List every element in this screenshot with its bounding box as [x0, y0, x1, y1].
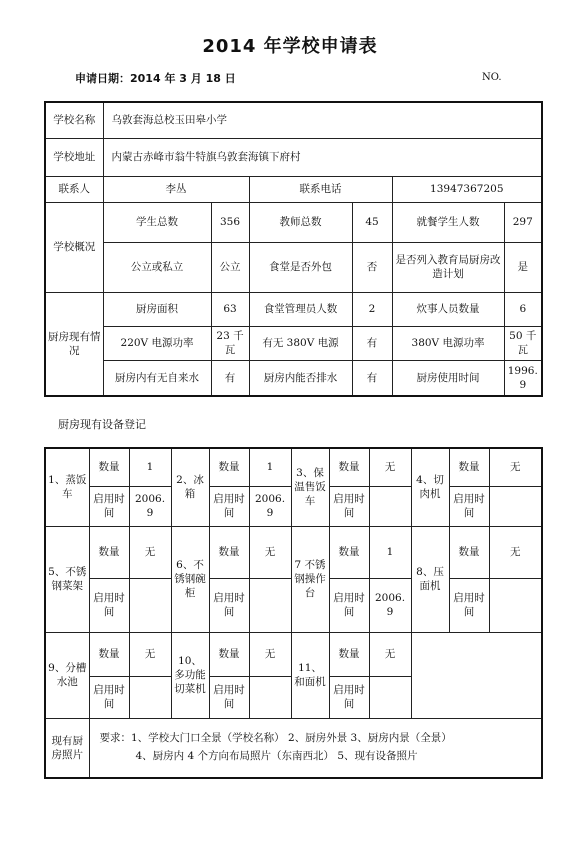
empty-cell [411, 632, 542, 718]
drain-label: 厨房内能否排水 [249, 360, 352, 396]
equipment-time [249, 676, 291, 718]
phone-label: 联系电话 [249, 176, 392, 202]
time-label: 启用时间 [89, 676, 129, 718]
time-label: 启用时间 [89, 486, 129, 526]
equipment-time: 2006. 9 [249, 486, 291, 526]
renovation-value: 是 [504, 242, 542, 292]
equipment-section-label: 厨房现有设备登记 [58, 418, 146, 431]
qty-label: 数量 [89, 526, 129, 578]
equipment-qty: 无 [249, 632, 291, 676]
time-label: 启用时间 [329, 486, 369, 526]
time-label: 启用时间 [449, 578, 489, 632]
equipment-item-name: 3、保温售饭车 [291, 448, 329, 526]
photos-requirements [89, 718, 542, 778]
equipment-item-name: 7 不锈钢操作台 [291, 526, 329, 632]
equipment-time [129, 578, 171, 632]
equipment-item-name: 10、多功能切菜机 [171, 632, 209, 718]
drain-value: 有 [352, 360, 392, 396]
form-number-label: NO. [482, 72, 502, 83]
equipment-qty: 无 [489, 526, 542, 578]
qty-label: 数量 [329, 632, 369, 676]
qty-label: 数量 [329, 448, 369, 486]
school-address: 内蒙古赤峰市翁牛特旗乌敦套海镇下府村 [103, 138, 542, 176]
equipment-qty: 无 [369, 632, 411, 676]
dining-value: 297 [504, 202, 542, 242]
time-label: 启用时间 [209, 676, 249, 718]
renovation-label: 是否列入教育局厨房改造计划 [392, 242, 504, 292]
equipment-time [489, 486, 542, 526]
qty-label: 数量 [209, 448, 249, 486]
time-label: 启用时间 [89, 578, 129, 632]
kitchen-area-label: 厨房面积 [103, 292, 211, 326]
public-value: 公立 [211, 242, 249, 292]
v220-value: 23 千瓦 [211, 326, 249, 360]
teachers-value: 45 [352, 202, 392, 242]
time-label: 启用时间 [209, 578, 249, 632]
time-label: 启用时间 [329, 676, 369, 718]
teachers-label: 教师总数 [249, 202, 352, 242]
v220-label: 220V 电源功率 [103, 326, 211, 360]
outsourced-value: 否 [352, 242, 392, 292]
qty-label: 数量 [449, 448, 489, 486]
photos-requirement-line-1: 要求：1、学校大门口全景（学校名称） 2、厨房外景 3、厨房内景（全景） [99, 731, 452, 744]
managers-value: 2 [352, 292, 392, 326]
time-label: 启用时间 [329, 578, 369, 632]
equipment-table [44, 447, 543, 779]
equipment-time [369, 676, 411, 718]
equipment-item-name: 6、不锈钢碗柜 [171, 526, 209, 632]
outsourced-label: 食堂是否外包 [249, 242, 352, 292]
dining-label: 就餐学生人数 [392, 202, 504, 242]
equipment-qty: 1 [369, 526, 411, 578]
equipment-item-name: 8、压面机 [411, 526, 449, 632]
school-name: 乌敦套海总校玉田皋小学 [103, 102, 542, 138]
equipment-item-name: 1、蒸饭车 [45, 448, 89, 526]
kitchen-area-value: 63 [211, 292, 249, 326]
v380-label: 380V 电源功率 [392, 326, 504, 360]
photos-requirement-line-2: 4、厨房内 4 个方向布局照片（东南西北） 5、现有设备照片 [135, 749, 418, 762]
v380-has-value: 有 [352, 326, 392, 360]
equipment-item-name: 11、和面机 [291, 632, 329, 718]
v380-has-label: 有无 380V 电源 [249, 326, 352, 360]
equipment-item-name: 4、切肉机 [411, 448, 449, 526]
equipment-qty: 1 [129, 448, 171, 486]
equipment-qty: 无 [489, 448, 542, 486]
school-info-table [44, 101, 543, 397]
equipment-item-name: 5、不锈钢菜架 [45, 526, 89, 632]
photos-label: 现有厨房照片 [45, 718, 89, 778]
overview-label: 学校概况 [45, 202, 103, 292]
usage-value: 1996. 9 [504, 360, 542, 396]
equipment-qty: 无 [129, 526, 171, 578]
students-label: 学生总数 [103, 202, 211, 242]
equipment-qty: 无 [369, 448, 411, 486]
equipment-qty: 1 [249, 448, 291, 486]
equipment-time: 2006. 9 [129, 486, 171, 526]
qty-label: 数量 [329, 526, 369, 578]
usage-label: 厨房使用时间 [392, 360, 504, 396]
phone-value: 13947367205 [392, 176, 542, 202]
qty-label: 数量 [89, 632, 129, 676]
equipment-item-name: 9、分槽水池 [45, 632, 89, 718]
students-value: 356 [211, 202, 249, 242]
cooks-label: 炊事人员数量 [392, 292, 504, 326]
kitchen-status-label: 厨房现有情况 [45, 292, 103, 396]
water-value: 有 [211, 360, 249, 396]
time-label: 启用时间 [209, 486, 249, 526]
equipment-time [129, 676, 171, 718]
school-name-label: 学校名称 [45, 102, 103, 138]
time-label: 启用时间 [449, 486, 489, 526]
equipment-time [489, 578, 542, 632]
equipment-qty: 无 [249, 526, 291, 578]
managers-label: 食堂管理员人数 [249, 292, 352, 326]
equipment-item-name: 2、冰箱 [171, 448, 209, 526]
water-label: 厨房内有无自来水 [103, 360, 211, 396]
public-label: 公立或私立 [103, 242, 211, 292]
qty-label: 数量 [89, 448, 129, 486]
qty-label: 数量 [449, 526, 489, 578]
qty-label: 数量 [209, 632, 249, 676]
equipment-time [369, 486, 411, 526]
qty-label: 数量 [209, 526, 249, 578]
contact-value: 李丛 [103, 176, 249, 202]
equipment-time [249, 578, 291, 632]
contact-label: 联系人 [45, 176, 103, 202]
equipment-time: 2006. 9 [369, 578, 411, 632]
school-address-label: 学校地址 [45, 138, 103, 176]
equipment-qty: 无 [129, 632, 171, 676]
form-title: 2014 年学校申请表 [202, 36, 378, 57]
cooks-value: 6 [504, 292, 542, 326]
apply-date: 申请日期：2014 年 3 月 18 日 [75, 72, 236, 85]
v380-value: 50 千瓦 [504, 326, 542, 360]
